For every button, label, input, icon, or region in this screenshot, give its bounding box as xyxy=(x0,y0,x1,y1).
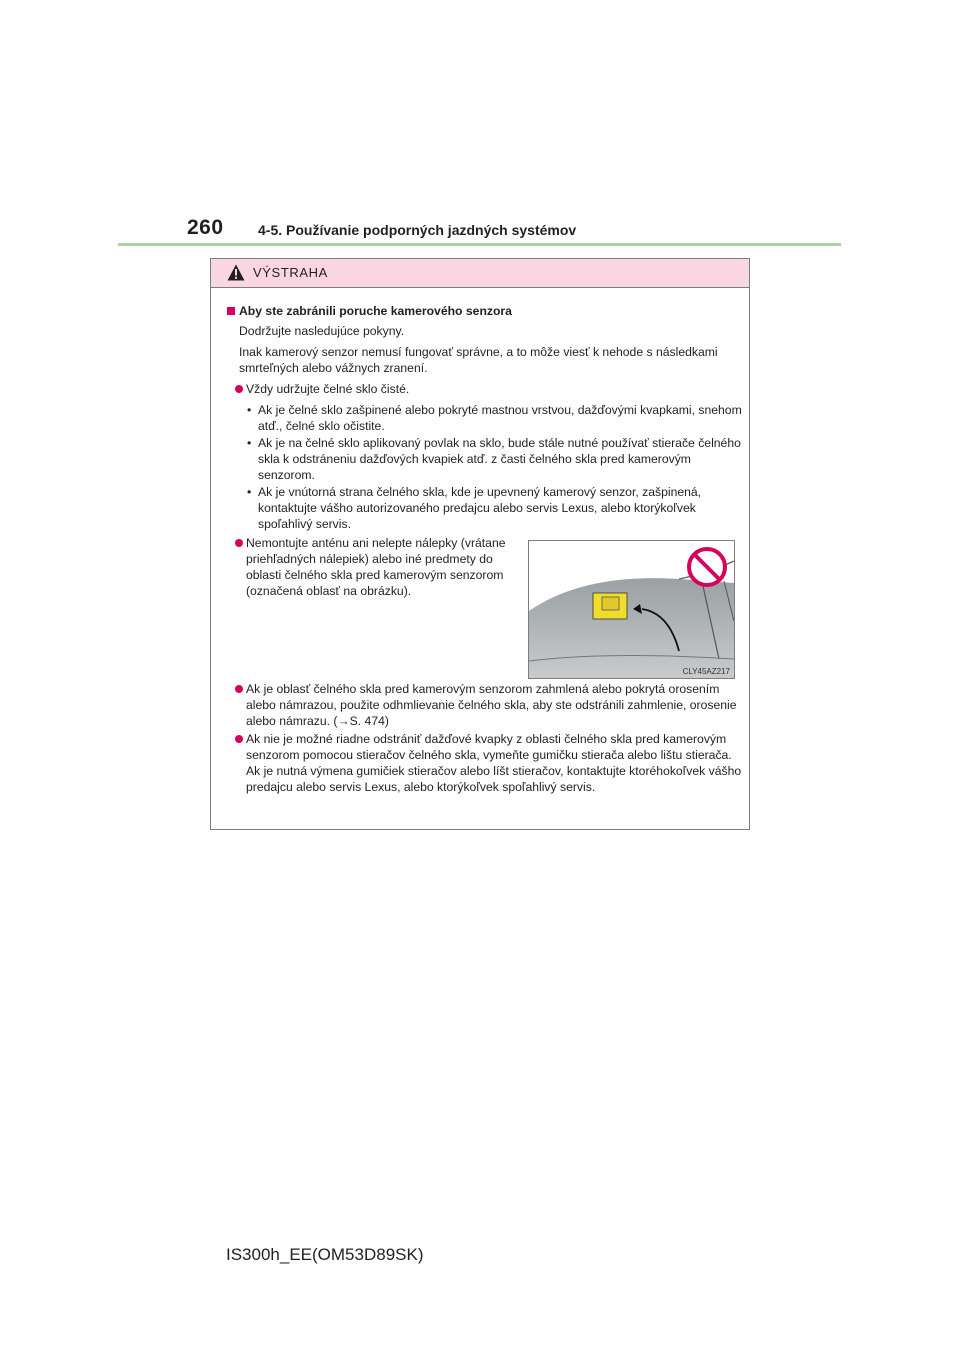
heading-text: Aby ste zabránili poruche kamerového senzora xyxy=(239,304,512,318)
header-rule xyxy=(118,243,841,246)
sub-item: • Ak je na čelné sklo aplikovaný povlak na sklo, bude stále nutné používať stierače čelného skla k odstráneniu dažďových kvapiek atď. z časti čelného skla pred kamerovým senzorom. xyxy=(247,435,743,483)
bullet-clean-windshield xyxy=(235,381,743,397)
intro-line-1: Dodržujte nasledujúce pokyny. xyxy=(239,324,405,338)
bullet-text: Ak nie je možné riadne odstrániť dažďové kvapky z oblasti čelného skla pred kamerovým senzorom pomocou stieračov čelného skla, vymeňte gumičku stierača alebo lištu stierača. xyxy=(246,732,732,762)
warning-title: VÝSTRAHA xyxy=(253,265,328,280)
bullet-dot-icon xyxy=(235,539,243,547)
warning-heading xyxy=(227,303,743,319)
sub-item-text: Ak je na čelné sklo aplikovaný povlak na sklo, bude stále nutné používať stierače čelného skla k odstráneniu dažďových kvapiek atď. z časti čelného skla pred kamerovým senzorom. xyxy=(258,436,741,482)
bullet-defog xyxy=(235,681,743,729)
bullet-dot-icon xyxy=(235,735,243,743)
warning-header xyxy=(211,259,749,288)
footer-model-code: IS300h_EE(OM53D89SK) xyxy=(226,1245,424,1264)
bullet-text-continued: Ak je nutná výmena gumičiek stieračov alebo líšt stieračov, kontaktujte ktoréhokoľvek vášho predajcu alebo servis Lexus, alebo ktorýkoľvek spoľahlivý servis. xyxy=(246,764,742,794)
warning-triangle-icon xyxy=(227,264,245,281)
page-number: 260 xyxy=(187,216,224,239)
section-title: 4-5. Používanie podporných jazdných systémov xyxy=(258,222,577,238)
windshield-illustration xyxy=(528,540,735,679)
bullet-text: Ak je oblasť čelného skla pred kamerovým senzorom zahmlená alebo pokrytá orosením alebo námrazou, použite odhmlievanie čelného skla, aby ste odstránili zahmlenie, orosenie alebo námrazu. (→S. 474) xyxy=(246,682,737,728)
bullet-no-stickers xyxy=(235,535,517,599)
bullet-text: Nemontujte anténu ani nelepte nálepky (vrátane priehľadných nálepiek) alebo iné predmety do oblasti čelného skla pred kamerovým senzorom (označená oblasť na obrázku). xyxy=(246,536,506,598)
sub-item-text: Ak je čelné sklo zašpinené alebo pokryté mastnou vrstvou, dažďovými kvapkami, snehom atď., čelné sklo očistite. xyxy=(258,403,742,433)
bullet-wipers xyxy=(235,731,743,795)
warning-box xyxy=(210,258,750,830)
bullet-text: Vždy udržujte čelné sklo čisté. xyxy=(246,382,410,396)
sub-item: • Ak je čelné sklo zašpinené alebo pokryté mastnou vrstvou, dažďovými kvapkami, snehom atď., čelné sklo očistite. xyxy=(247,403,742,433)
figure-code: CLY45AZ217 xyxy=(682,667,730,676)
bullet-dot-icon xyxy=(235,685,243,693)
sub-item-text: Ak je vnútorná strana čelného skla, kde je upevnený kamerový senzor, zašpinená, kontaktujte vášho autorizovaného predajcu alebo servis Lexus, alebo ktorýkoľvek spoľahlivý servis. xyxy=(258,485,702,531)
bullet-dot-icon xyxy=(235,385,243,393)
intro-line-2: Inak kamerový senzor nemusí fungovať správne, a to môže viesť k nehode s následkami smrteľných alebo vážnych zranení. xyxy=(239,345,718,375)
windshield-drawing xyxy=(529,541,734,678)
square-bullet-icon xyxy=(227,307,235,315)
sub-item: • Ak je vnútorná strana čelného skla, kde je upevnený kamerový senzor, zašpinená, kontaktujte vášho autorizovaného predajcu alebo servis Lexus, alebo ktorýkoľvek spoľahlivý servis. xyxy=(247,484,743,532)
page-header xyxy=(0,212,960,252)
